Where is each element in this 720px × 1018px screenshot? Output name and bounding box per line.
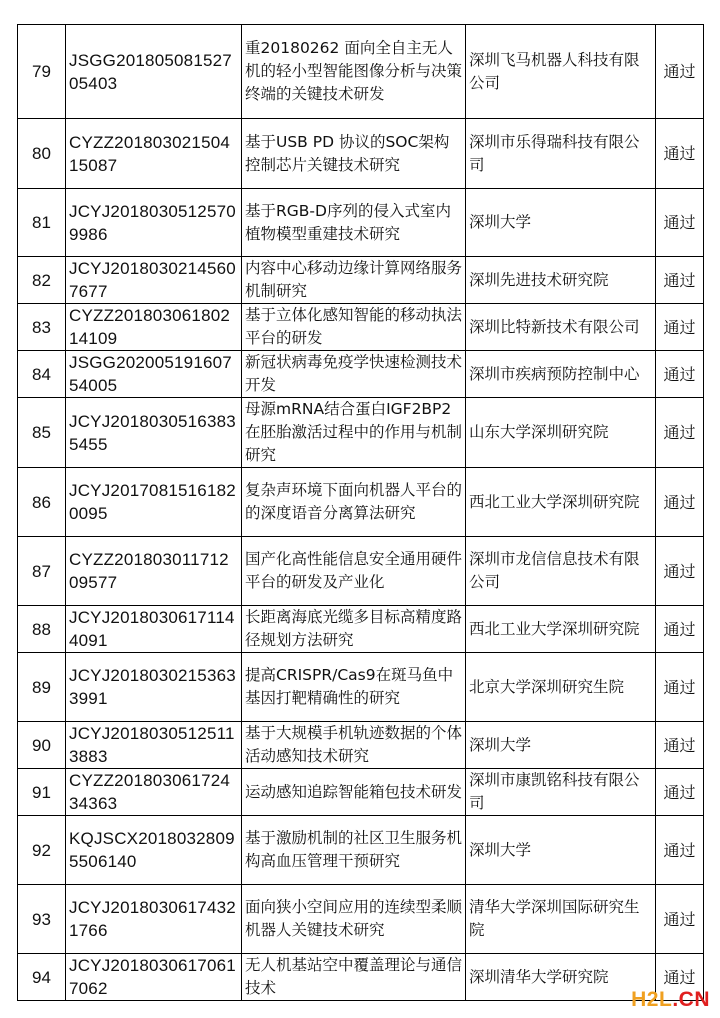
project-code-cell: JCYJ20180305125709986 — [66, 189, 242, 257]
row-number-cell: 79 — [18, 25, 66, 119]
project-code-cell: KQJSCX2018032809550614​0 — [66, 816, 242, 885]
result-cell: 通过 — [656, 25, 704, 119]
table-row — [18, 257, 704, 304]
result-cell: 通过 — [656, 954, 704, 1001]
table-row — [18, 885, 704, 954]
watermark-part2: .CN — [672, 988, 710, 1011]
row-number-cell: 86 — [18, 468, 66, 537]
project-results-table — [17, 24, 704, 1001]
result-cell: 通过 — [656, 468, 704, 537]
result-cell: 通过 — [656, 769, 704, 816]
table-row — [18, 351, 704, 398]
table-row — [18, 468, 704, 537]
row-number-cell: 84 — [18, 351, 66, 398]
project-code-cell: CYZZ20180306172434363 — [66, 769, 242, 816]
result-cell: 通过 — [656, 351, 704, 398]
table-row — [18, 606, 704, 653]
result-cell: 通过 — [656, 398, 704, 468]
row-number-cell: 85 — [18, 398, 66, 468]
project-name-cell: 基于立体化感知智能的移动执法平台的研发 — [242, 304, 466, 351]
project-name-cell: 基于大规模手机轨迹数据的个体活动感知技术研究 — [242, 722, 466, 769]
project-name-cell: 复杂声环境下面向机器人平台的的深度语音分离算法研究 — [242, 468, 466, 537]
project-name-cell: 重20180262 面向全自主无人机的轻小型智能图像分析与决策终端的关键技术研发 — [242, 25, 466, 119]
project-name-cell: 无人机基站空中覆盖理论与通信技术 — [242, 954, 466, 1001]
table-row — [18, 398, 704, 468]
project-code-cell: JCYJ20180305125113883 — [66, 722, 242, 769]
organization-cell: 山东大学深圳研究院 — [466, 398, 656, 468]
result-cell: 通过 — [656, 653, 704, 722]
organization-cell: 深圳市龙信信息技术有限公司 — [466, 537, 656, 606]
organization-cell: 深圳先进技术研究院 — [466, 257, 656, 304]
table-row — [18, 25, 704, 119]
project-code-cell: JSGG20200519160754005 — [66, 351, 242, 398]
result-cell: 通过 — [656, 119, 704, 189]
row-number-cell: 83 — [18, 304, 66, 351]
project-code-cell: JCYJ20180302153633991 — [66, 653, 242, 722]
row-number-cell: 92 — [18, 816, 66, 885]
project-code-cell: JSGG20180508152705403 — [66, 25, 242, 119]
organization-cell: 西北工业大学深圳研究院 — [466, 468, 656, 537]
watermark-part1: H2L — [631, 988, 673, 1011]
table-row — [18, 119, 704, 189]
project-code-cell: JCYJ20180305163835455 — [66, 398, 242, 468]
project-code-cell: JCYJ20180306171144091 — [66, 606, 242, 653]
project-name-cell: 国产化高性能信息安全通用硬件平台的研发及产业化 — [242, 537, 466, 606]
project-name-cell: 长距离海底光缆多目标高精度路径规划方法研究 — [242, 606, 466, 653]
table-row — [18, 304, 704, 351]
organization-cell: 西北工业大学深圳研究院 — [466, 606, 656, 653]
project-code-cell: CYZZ20180301171209577 — [66, 537, 242, 606]
site-watermark — [631, 988, 710, 1012]
table-row — [18, 653, 704, 722]
table-row — [18, 954, 704, 1001]
organization-cell: 深圳市疾病预防控制中心 — [466, 351, 656, 398]
result-cell: 通过 — [656, 722, 704, 769]
organization-cell: 深圳大学 — [466, 722, 656, 769]
row-number-cell: 89 — [18, 653, 66, 722]
project-code-cell: JCYJ20180302145607677 — [66, 257, 242, 304]
project-name-cell: 母源mRNA结合蛋白IGF2BP2在胚胎激活过程中的作用与机制研究 — [242, 398, 466, 468]
row-number-cell: 94 — [18, 954, 66, 1001]
project-code-cell: CYZZ20180302150415087 — [66, 119, 242, 189]
organization-cell: 深圳大学 — [466, 189, 656, 257]
project-name-cell: 运动感知追踪智能箱包技术研发 — [242, 769, 466, 816]
project-code-cell: JCYJ20180306170617062 — [66, 954, 242, 1001]
table-row — [18, 816, 704, 885]
result-cell: 通过 — [656, 885, 704, 954]
organization-cell: 深圳飞马机器人科技有限公司 — [466, 25, 656, 119]
project-name-cell: 内容中心移动边缘计算网络服务机制研究 — [242, 257, 466, 304]
table-row — [18, 769, 704, 816]
row-number-cell: 87 — [18, 537, 66, 606]
row-number-cell: 82 — [18, 257, 66, 304]
row-number-cell: 93 — [18, 885, 66, 954]
project-name-cell: 基于USB PD 协议的SOC架构控制芯片关键技术研究 — [242, 119, 466, 189]
organization-cell: 深圳比特新技术有限公司 — [466, 304, 656, 351]
table-row — [18, 189, 704, 257]
project-code-cell: JCYJ20170815161820095 — [66, 468, 242, 537]
table-row — [18, 537, 704, 606]
project-name-cell: 提高CRISPR/Cas9在斑马鱼中基因打靶精确性的研究 — [242, 653, 466, 722]
organization-cell: 深圳市康凯铭科技有限公司 — [466, 769, 656, 816]
organization-cell: 深圳清华大学研究院 — [466, 954, 656, 1001]
result-cell: 通过 — [656, 257, 704, 304]
table-body — [18, 25, 704, 1001]
project-name-cell: 基于RGB-D序列的侵入式室内植物模型重建技术研究 — [242, 189, 466, 257]
result-cell: 通过 — [656, 816, 704, 885]
result-cell: 通过 — [656, 537, 704, 606]
row-number-cell: 88 — [18, 606, 66, 653]
project-name-cell: 基于激励机制的社区卫生服务机构高血压管理干预研究 — [242, 816, 466, 885]
organization-cell: 北京大学深圳研究生院 — [466, 653, 656, 722]
organization-cell: 清华大学深圳国际研究生院 — [466, 885, 656, 954]
row-number-cell: 90 — [18, 722, 66, 769]
row-number-cell: 81 — [18, 189, 66, 257]
project-name-cell: 新冠状病毒免疫学快速检测技术开发 — [242, 351, 466, 398]
organization-cell: 深圳市乐得瑞科技有限公司 — [466, 119, 656, 189]
project-name-cell: 面向狭小空间应用的连续型柔顺机器人关键技术研究 — [242, 885, 466, 954]
result-cell: 通过 — [656, 189, 704, 257]
project-code-cell: JCYJ20180306174321766 — [66, 885, 242, 954]
row-number-cell: 80 — [18, 119, 66, 189]
table-row — [18, 722, 704, 769]
project-code-cell: CYZZ20180306180214109 — [66, 304, 242, 351]
organization-cell: 深圳大学 — [466, 816, 656, 885]
result-cell: 通过 — [656, 304, 704, 351]
row-number-cell: 91 — [18, 769, 66, 816]
result-cell: 通过 — [656, 606, 704, 653]
